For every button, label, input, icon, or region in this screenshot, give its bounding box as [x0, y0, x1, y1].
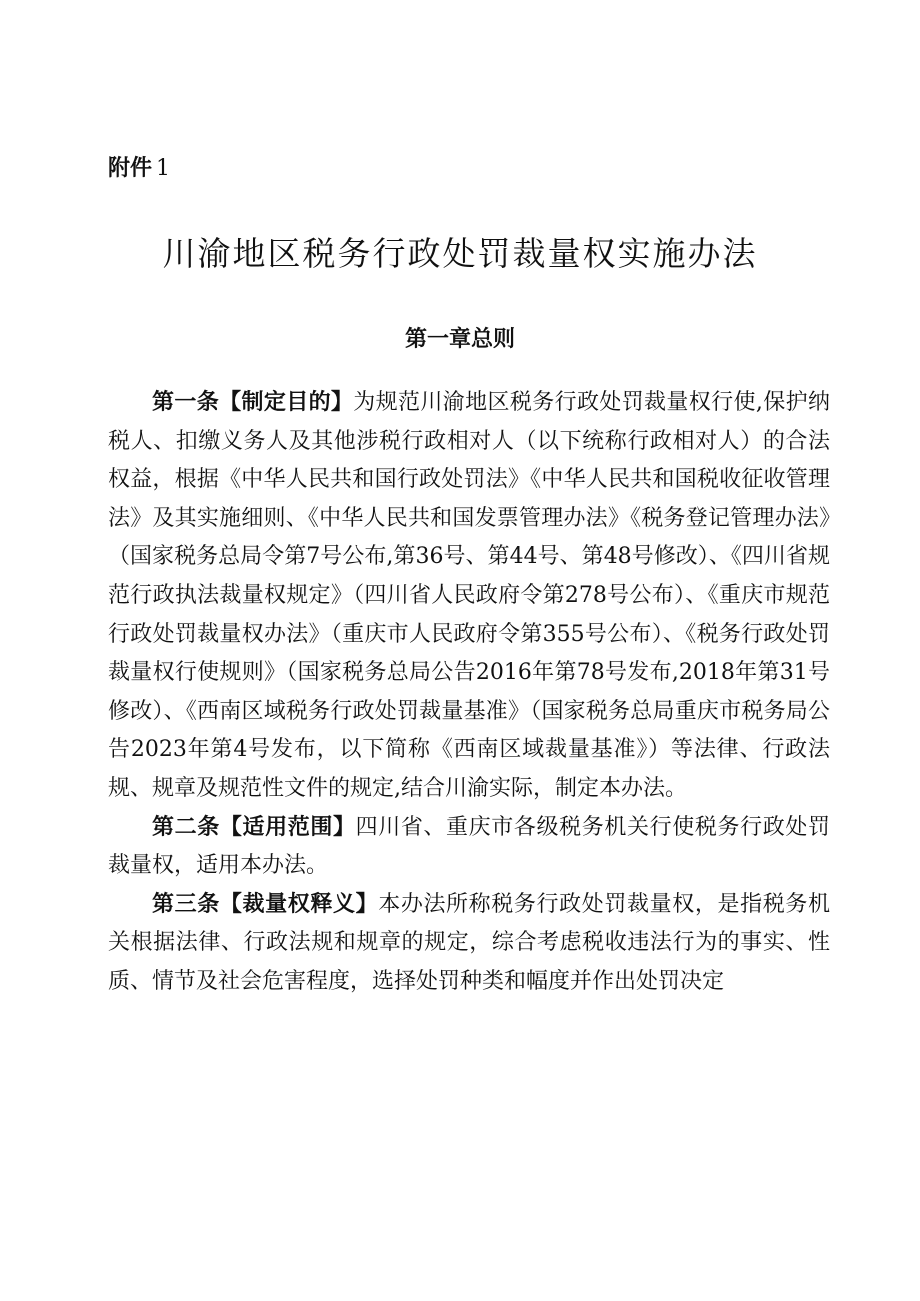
article-2-text: 四川省、重庆市各级税务机关行使税务行政处罚裁量权，适用本办法。: [108, 814, 830, 879]
attachment-text: 附件: [108, 156, 153, 181]
document-body: [108, 384, 830, 1002]
article-3-head: 第三条【裁量权释义】: [152, 891, 379, 917]
attachment-label: [108, 153, 170, 185]
document-title: 川渝地区税务行政处罚裁量权实施办法: [162, 234, 758, 273]
chapter-heading: 第一章总则: [404, 327, 515, 352]
attachment-number: 1: [156, 156, 171, 181]
article-1-text: 为规范川渝地区税务行政处罚裁量权行使,保护纳税人、扣缴义务人及其他涉税行政相对人（以下统称行政相对人）的合法权益，根据《中华人民共和国行政处罚法》《中华人民共和国税收征收管理法》及其实施细则、《中华人民共和国发票管理办法》《税务登记管理办法》（国家税务总局令第7号公布,第36号、第44号、第48号修改）、《四川省规范行政执法裁量权规定》（四川省人民政府令第278号公布）、《重庆市规范行政处罚裁量权办法》（重庆市人民政府令第355号公布）、《税务行政处罚裁量权行使规则》（国家税务总局公告2016年第78号发布,2018年第31号修改）、《西南区域税务行政处罚裁量基准》（国家税务总局重庆市税务局公告2023年第4号发布，以下简称《西南区域裁量基准》）等法律、行政法规、规章及规范性文件的规定,结合川渝实际，制定本办法。: [108, 390, 830, 801]
article-1: [108, 384, 830, 809]
article-3-text: 本办法所称税务行政处罚裁量权，是指税务机关根据法律、行政法规和规章的规定，综合考虑税收违法行为的事实、性质、情节及社会危害程度，选择处罚种类和幅度并作出处罚决定: [108, 891, 830, 994]
article-3: [108, 886, 830, 1002]
article-2: [108, 809, 830, 886]
article-2-head: 第二条【适用范围】: [152, 814, 356, 840]
article-1-head: 第一条【制定目的】: [152, 390, 354, 415]
